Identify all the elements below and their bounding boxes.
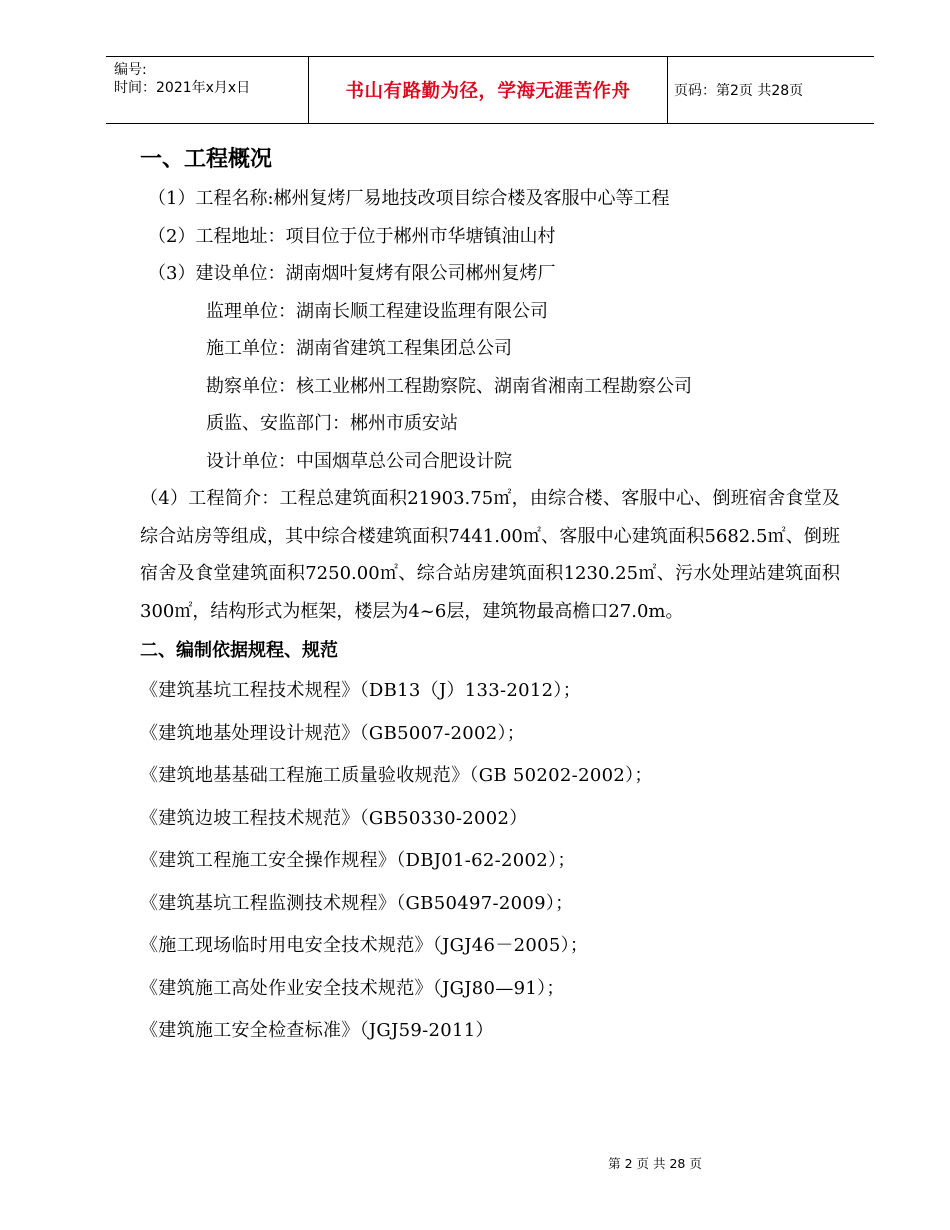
document-time-label: 时间：2021年x月x日 [114, 80, 251, 96]
construction-unit-line: （3）建设单位：湖南烟叶复烤有限公司郴州复烤厂 [148, 263, 556, 284]
project-name-line: （1）工程名称:郴州复烤厂易地技改项目综合楼及客服中心等工程 [148, 188, 670, 209]
header-motto-cell [308, 57, 668, 123]
reference-item: 《建筑地基基础工程施工质量验收规范》（GB 50202-2002）； [140, 765, 653, 786]
reference-item: 《建筑施工高处作业安全技术规范》（JGJ80—91）； [140, 977, 565, 999]
document-body [140, 140, 860, 1053]
reference-item: 《建筑基坑工程监测技术规程》（GB50497-2009）； [140, 892, 574, 914]
section-title-overview: 一、工程概况 [140, 147, 273, 172]
reference-item: 《建筑工程施工安全操作规程》（DBJ01-62-2002）； [140, 850, 576, 871]
reference-item: 《施工现场临时用电安全技术规范》（JGJ46－2005）； [140, 935, 589, 956]
contractor-unit-line: 施工单位：湖南省建筑工程集团总公司 [206, 338, 512, 359]
section-title-basis: 二、编制依据规程、规范 [140, 640, 338, 661]
header-meta [114, 61, 304, 97]
design-unit-line: 设计单位：中国烟草总公司合肥设计院 [206, 450, 512, 472]
page-header [106, 56, 874, 124]
document-number-label: 编号: [114, 62, 147, 78]
reference-item: 《建筑基坑工程技术规程》（DB13（J）133-2012）； [140, 680, 582, 701]
survey-unit-line: 勘察单位：核工业郴州工程勘察院、湖南省湘南工程勘察公司 [206, 375, 692, 397]
reference-item: 《建筑施工安全检查标准》（JGJ59-2011） [140, 1020, 494, 1041]
supervision-unit-line: 监理单位：湖南长顺工程建设监理有限公司 [206, 300, 548, 322]
project-summary-paragraph: （4）工程简介：工程总建筑面积21903.75㎡，由综合楼、客服中心、倒班宿舍食堂及综合站房等组成，其中综合楼建筑面积7441.00㎡、客服中心建筑面积5682.5㎡、倒班宿舍及食堂建筑面积7250.00㎡、综合站房建筑面积1230.25㎡、污水处理站建筑面积300㎡，结构形式为框架，楼层为4~6层，建筑物最高檐口27.0m。 [140, 488, 840, 622]
page-footer: 第 2 页 共 28 页 [608, 1156, 702, 1171]
header-motto: 书山有路勤为径，学海无涯苦作舟 [345, 81, 631, 102]
quality-safety-dept-line: 质监、安监部门：郴州市质安站 [206, 413, 458, 434]
header-page-label: 页码：第2页 共28页 [674, 83, 804, 99]
project-address-line: （2）工程地址：项目位于位于郴州市华塘镇油山村 [148, 225, 556, 247]
reference-item: 《建筑边坡工程技术规范》（GB50330-2002） [140, 807, 528, 829]
reference-item: 《建筑地基处理设计规范》（GB5007-2002）； [140, 722, 526, 744]
